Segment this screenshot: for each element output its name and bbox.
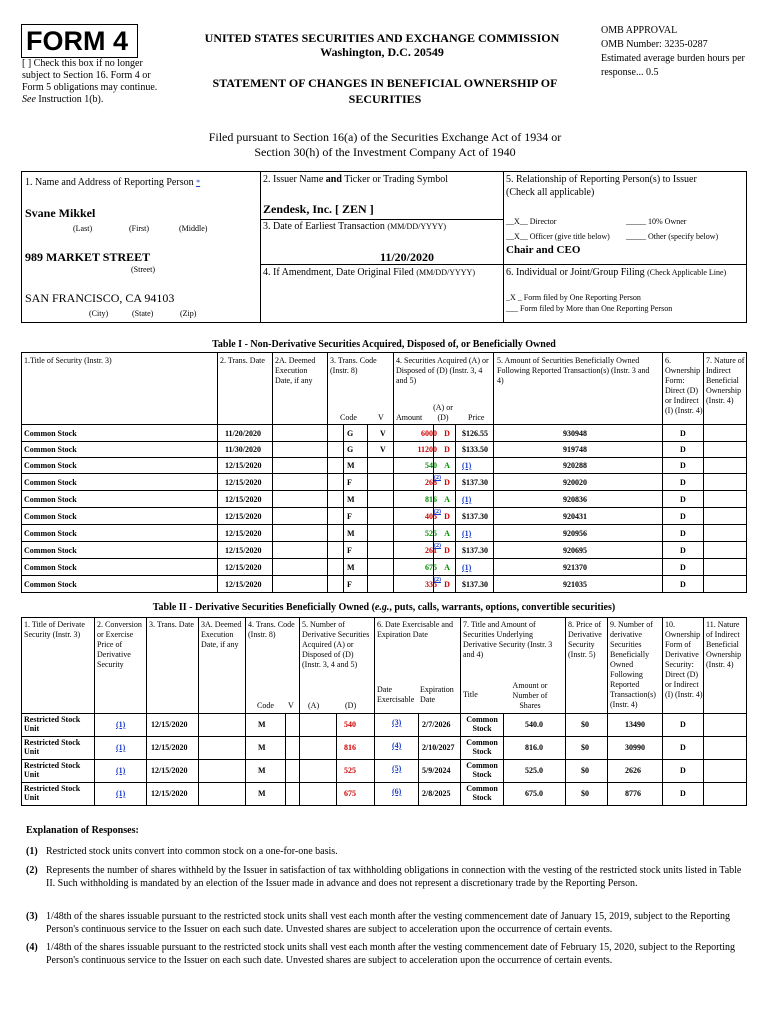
divider [393, 424, 394, 593]
t2-h6: 6. Date Exercisable and Expiration Date [377, 620, 453, 639]
box1-label-text: 1. Name and Address of Reporting Person [25, 177, 194, 188]
amount: 268 [425, 478, 437, 487]
box4-label [263, 267, 475, 279]
price: $0 [581, 743, 589, 752]
t2-sub-expiration: Expiration Date [420, 685, 454, 704]
one-person-checkbox[interactable]: _X _ Form filed by One Reporting Person [506, 293, 641, 302]
trans-date: 11/30/2020 [225, 445, 262, 454]
street-address: 989 MARKET STREET [25, 250, 151, 264]
a-or-d: D [444, 546, 450, 555]
trans-code: M [258, 720, 266, 729]
table-row [21, 441, 747, 458]
security-title: Common Stock [24, 461, 77, 470]
price: $137.30 [462, 546, 488, 555]
multiple-persons-checkbox[interactable]: ___ Form filed by More than One Reporting Person [506, 304, 673, 313]
last-label: (Last) [73, 224, 93, 233]
t2-h11: 11. Nature of Indirect Beneficial Ownership (Instr. 4) [706, 620, 742, 669]
t2-title-post: , puts, calls, warrants, options, convertible securities) [389, 602, 616, 613]
amount-owned: 13490 [625, 720, 645, 729]
expiration-date: 2/7/2026 [422, 720, 451, 729]
a-or-d: A [444, 563, 450, 572]
officer-checkbox[interactable]: __X__ Officer (give title below) [506, 232, 610, 241]
divider [146, 617, 147, 713]
trans-code: F [347, 512, 352, 521]
t2-title-eg: e.g. [374, 602, 390, 613]
t2-sub-v: V [288, 701, 294, 710]
footnote-text: 1/48th of the shares issuable pursuant to the restricted stock units shall vest each month after the vesting commencement date of February 15, 2020, subject to the Reporting Person's continuous service to the Issuer on each such date. Unvested shares are subject to acceleration upon the occurrence of certain events. [46, 942, 735, 966]
checkbox-text: [ ] Check this box if no longer subject to Section 16. Form 4 or Form 5 obligations may continue. [22, 58, 158, 93]
security-title: Common Stock [24, 546, 77, 555]
table-row [21, 474, 747, 491]
zip-label: (Zip) [180, 309, 197, 318]
omb-number: OMB Number: 3235-0287 [601, 39, 708, 50]
security-title: Common Stock [24, 512, 77, 521]
divider [245, 713, 246, 806]
table-row [21, 457, 747, 474]
divider [607, 713, 608, 806]
t2-sub-d: (D) [345, 701, 357, 710]
disposed-amount: 816 [344, 743, 356, 752]
box2-label-and: and [325, 174, 342, 185]
amount-owned: 8776 [625, 789, 641, 798]
footnote-link[interactable]: (2) [434, 543, 441, 549]
price: $0 [581, 789, 589, 798]
divider [272, 352, 273, 424]
omb-approval-box [601, 24, 751, 80]
ownership-form: D [680, 478, 686, 487]
amount-owned: 920695 [563, 546, 587, 555]
security-title: Common Stock [24, 529, 77, 538]
t1-h-ownership: 6. Ownership Form: Direct (D) or Indirect (I) (Instr. 4) [665, 356, 703, 415]
t2-h8: 8. Price of Derivative Security (Instr. 5) [568, 620, 602, 659]
ownership-form: D [680, 529, 686, 538]
divider [217, 424, 218, 593]
trans-date: 12/15/2020 [225, 512, 262, 521]
disposed-amount: 525 [344, 766, 356, 775]
omb-burden: Estimated average burden hours per response... 0.5 [601, 53, 745, 78]
divider [94, 713, 95, 806]
price: $0 [581, 720, 589, 729]
underlying-amount: 675.0 [525, 789, 543, 798]
table-row [21, 542, 747, 559]
divider [245, 617, 246, 713]
footnote-number: (1) [26, 846, 38, 857]
underlying-title: Common Stock [466, 784, 498, 802]
conversion-price[interactable]: (1) [116, 743, 126, 752]
explanation-heading: Explanation of Responses: [26, 825, 139, 836]
box1-label [25, 177, 200, 189]
price[interactable]: (1) [462, 495, 472, 504]
t1-h-acquired: 4. Securities Acquired (A) or Disposed of (D) (Instr. 3, 4 and 5) [396, 356, 489, 385]
expiration-date: 5/9/2024 [422, 766, 451, 775]
divider [662, 713, 663, 806]
underlying-amount: 816.0 [525, 743, 543, 752]
table2-title [21, 602, 747, 614]
amount-owned: 919748 [563, 445, 587, 454]
date-exercisable[interactable]: (5) [392, 764, 402, 773]
t1-sub-amount: Amount [396, 413, 423, 422]
trans-code: F [347, 546, 352, 555]
security-title: Common Stock [24, 563, 77, 572]
trans-code: G [347, 429, 354, 438]
trans-date: 12/15/2020 [151, 743, 188, 752]
date-exercisable[interactable]: (6) [392, 787, 402, 796]
amount: 675 [425, 563, 437, 572]
t2-sub-amount: Amount or Number of Shares [512, 681, 548, 710]
amount-owned: 30990 [625, 743, 645, 752]
divider [703, 424, 704, 593]
amount-owned: 920431 [563, 512, 587, 521]
security-title: Common Stock [24, 580, 77, 589]
security-title: Common Stock [24, 445, 77, 454]
divider [299, 617, 300, 713]
a-or-d: A [444, 495, 450, 504]
director-checkbox[interactable]: __X__ Director [506, 217, 557, 226]
divider [565, 713, 566, 806]
box4-label-small: (MM/DD/YYYY) [416, 268, 475, 277]
divider [367, 424, 368, 593]
t2-h5: 5. Number of Derivative Securities Acquired (A) or Disposed of (D) (Instr. 3, 4 and 5) [302, 620, 370, 669]
box3-label-small: (MM/DD/YYYY) [387, 222, 447, 231]
price: $137.30 [462, 580, 488, 589]
ownership-form: D [680, 789, 686, 798]
security-title: Common Stock [24, 495, 77, 504]
divider [433, 424, 434, 593]
underlying-amount: 525.0 [525, 766, 543, 775]
trans-date: 12/15/2020 [225, 529, 262, 538]
divider [703, 617, 704, 713]
expiration-date: 2/10/2027 [422, 743, 455, 752]
table-row [21, 508, 747, 525]
trans-code: G [347, 445, 354, 454]
derivative-title: Restricted Stock Unit [24, 761, 81, 779]
divider [217, 352, 218, 424]
ownership-form: D [680, 445, 686, 454]
trans-date: 12/15/2020 [151, 720, 188, 729]
divider [493, 424, 494, 593]
ownership-form: D [680, 512, 686, 521]
earliest-transaction-date: 11/20/2020 [380, 250, 435, 264]
trans-date: 12/15/2020 [225, 461, 262, 470]
ownership-form: D [680, 495, 686, 504]
ownership-form: D [680, 563, 686, 572]
divider [393, 352, 394, 424]
divider [285, 713, 286, 806]
box2-label-post: Ticker or Trading Symbol [341, 174, 449, 185]
other-checkbox[interactable]: _____ Other (specify below) [626, 232, 719, 241]
a-or-d: D [444, 478, 450, 487]
derivative-title: Restricted Stock Unit [24, 715, 81, 733]
ten-percent-owner-checkbox[interactable]: _____ 10% Owner [626, 217, 687, 226]
t2-sub-a: (A) [308, 701, 320, 710]
trans-code: M [347, 461, 355, 470]
underlying-title: Common Stock [466, 738, 498, 756]
divider [374, 617, 375, 713]
amount: 405 [425, 512, 437, 521]
amount-owned: 2626 [625, 766, 641, 775]
trans-code: M [258, 766, 266, 775]
footnote-text: 1/48th of the shares issuable pursuant to the restricted stock units shall vest each month after the vesting commencement date of January 15, 2019, subject to the Reporting Person's continuous service to the Issuer on each such date. Unvested shares are subject to acceleration upon the occurrence of certain events. [46, 911, 730, 935]
conversion-price[interactable]: (1) [116, 766, 126, 775]
t1-h-date: 2. Trans. Date [220, 356, 265, 365]
filed-pursuant-line1: Filed pursuant to Section 16(a) of the Securities Exchange Act of 1934 or [208, 130, 562, 144]
a-or-d: A [444, 461, 450, 470]
ownership-form: D [680, 580, 686, 589]
filed-pursuant-line2: Section 30(h) of the Investment Company Act of 1940 [254, 145, 516, 159]
trans-date: 11/20/2020 [225, 429, 262, 438]
divider [336, 713, 337, 806]
divider [662, 617, 663, 713]
divider [607, 617, 608, 713]
divider [503, 171, 504, 323]
box3-label [263, 221, 446, 233]
conversion-price[interactable]: (1) [116, 720, 126, 729]
box5-label: 5. Relationship of Reporting Person(s) to Issuer [506, 174, 697, 185]
box2-label-pre: 2. Issuer Name [263, 174, 326, 185]
divider [198, 713, 199, 806]
table-row [21, 525, 747, 542]
amount: 816 [425, 495, 437, 504]
t1-h-deemed: 2A. Deemed Execution Date, if any [275, 356, 316, 385]
trans-v: V [380, 429, 386, 438]
underlying-title: Common Stock [466, 715, 498, 733]
divider [493, 352, 494, 424]
a-or-d: D [444, 580, 450, 589]
a-or-d: D [444, 445, 450, 454]
trans-code: M [347, 529, 355, 538]
table-row [21, 559, 747, 576]
t2-h3: 3. Trans. Date [149, 620, 194, 629]
t2-sub-date-exercisable: Date Exercisable [377, 685, 415, 704]
trans-date: 12/15/2020 [225, 546, 262, 555]
section16-checkbox[interactable] [22, 58, 172, 106]
street-label: (Street) [131, 265, 155, 274]
amount-owned: 930948 [563, 429, 587, 438]
derivative-title: Restricted Stock Unit [24, 784, 81, 802]
sec-name: UNITED STATES SECURITIES AND EXCHANGE COMMISSION [204, 31, 560, 45]
ownership-form: D [680, 546, 686, 555]
divider [565, 617, 566, 713]
footnote-number: (3) [26, 911, 38, 922]
box6-label [506, 267, 726, 279]
t2-sub-title: Title [463, 690, 478, 699]
underlying-title: Common Stock [466, 761, 498, 779]
omb-title: OMB APPROVAL [601, 25, 678, 36]
trans-date: 12/15/2020 [225, 478, 262, 487]
box6-label-text: 6. Individual or Joint/Group Filing [506, 267, 645, 278]
t2-h2: 2. Conversion or Exercise Price of Derivative Security [97, 620, 142, 669]
divider [418, 713, 419, 806]
trans-v: V [380, 445, 386, 454]
price: $133.50 [462, 445, 488, 454]
trans-code: F [347, 580, 352, 589]
ownership-form: D [680, 743, 686, 752]
form-title: FORM 4 [26, 26, 129, 56]
divider [260, 171, 261, 323]
table-row [21, 713, 747, 737]
divider [21, 424, 22, 593]
trans-date: 12/15/2020 [225, 563, 262, 572]
table1-title: Table I - Non-Derivative Securities Acquired, Disposed of, or Beneficially Owned [212, 339, 556, 350]
trans-code: F [347, 478, 352, 487]
divider [703, 352, 704, 424]
t1-h-nature: 7. Nature of Indirect Beneficial Ownership (Instr. 4) [706, 356, 745, 405]
price: $0 [581, 766, 589, 775]
footnote-text: Represents the number of shares withheld by the Issuer in satisfaction of tax withholding obligations in connection with the vesting of the restricted stock units listed in Table II. Such withholding is mandated by an election of the Issuer made in advance and does not represent a discretionary trade by the Reporting Person. [46, 865, 742, 889]
trans-date: 12/15/2020 [151, 766, 188, 775]
divider [503, 713, 504, 806]
box3-label-text: 3. Date of Earliest Transaction [263, 221, 385, 232]
amount: 11200 [417, 445, 437, 454]
conversion-price[interactable]: (1) [116, 789, 126, 798]
footnote-number: (4) [26, 942, 38, 953]
divider [272, 424, 273, 593]
officer-title: Chair and CEO [506, 244, 581, 256]
ownership-form: D [680, 429, 686, 438]
city-state-zip: SAN FRANCISCO, CA 94103 [25, 291, 175, 305]
box2-label [263, 174, 448, 186]
table-row [21, 759, 747, 783]
price[interactable]: (1) [462, 529, 472, 538]
divider [327, 352, 328, 424]
table-row [21, 491, 747, 508]
security-title: Common Stock [24, 478, 77, 487]
table-row [21, 425, 747, 442]
price[interactable]: (1) [462, 461, 472, 470]
statement-title: STATEMENT OF CHANGES IN BENEFICIAL OWNERSHIP OF SECURITIES [212, 76, 558, 106]
amount: 540 [425, 461, 437, 470]
checkbox-see: See [22, 94, 36, 105]
amount-owned: 920836 [563, 495, 587, 504]
t2-h7: 7. Title and Amount of Securities Underlying Derivative Security (Instr. 3 and 4) [463, 620, 553, 659]
t1-h-amount-owned: 5. Amount of Securities Beneficially Owned Following Reported Transaction(s) (Instr. 3 and 4) [497, 356, 650, 385]
table-row [21, 576, 747, 593]
derivative-title: Restricted Stock Unit [24, 738, 81, 756]
footnote-number: (2) [26, 865, 38, 876]
divider [746, 713, 747, 806]
price: $137.30 [462, 478, 488, 487]
amount-owned: 920288 [563, 461, 587, 470]
amount-owned: 921035 [563, 580, 587, 589]
t2-title-pre: Table II - Derivative Securities Beneficially Owned ( [152, 602, 375, 613]
t1-sub-aord: (A) or (D) [433, 403, 453, 422]
sec-city: Washington, D.C. 20549 [320, 45, 444, 59]
date-exercisable[interactable]: (4) [392, 741, 402, 750]
t1-h-title: 1.Title of Security (Instr. 3) [24, 356, 112, 365]
security-title: Common Stock [24, 429, 77, 438]
amount-owned: 920020 [563, 478, 587, 487]
date-exercisable[interactable]: (3) [392, 718, 402, 727]
trans-date: 12/15/2020 [225, 580, 262, 589]
amount-owned: 920956 [563, 529, 587, 538]
reporting-person-name: Svane Mikkel [25, 206, 96, 220]
box1-asterisk-link[interactable]: * [196, 178, 201, 187]
table-row [21, 736, 747, 760]
a-or-d: D [444, 512, 450, 521]
disposed-amount: 540 [344, 720, 356, 729]
t1-sub-v: V [378, 413, 384, 422]
divider [94, 617, 95, 713]
footnote-text: Restricted stock units convert into common stock on a one-for-one basis. [46, 846, 338, 857]
t1-sub-code: Code [340, 413, 357, 422]
t2-h10: 10. Ownership Form of Derivative Security: Direct (D) or Indirect (I) (Instr. 4) [665, 620, 703, 699]
divider [260, 264, 747, 265]
ownership-form: D [680, 461, 686, 470]
amount: 6000 [421, 429, 437, 438]
checkbox-instr: Instruction 1(b). [35, 94, 104, 105]
amount-owned: 921370 [563, 563, 587, 572]
divider [746, 424, 747, 593]
box4-label-text: 4. If Amendment, Date Original Filed [263, 267, 414, 278]
ownership-form: D [680, 766, 686, 775]
divider [198, 617, 199, 713]
box6-label-small: (Check Applicable Line) [647, 268, 727, 277]
amount: 335 [425, 580, 437, 589]
price: $137.30 [462, 512, 488, 521]
trans-date: 12/15/2020 [225, 495, 262, 504]
t1-sub-price: Price [468, 413, 485, 422]
divider [343, 424, 344, 593]
state-label: (State) [132, 309, 154, 318]
table-row [21, 782, 747, 806]
divider [703, 713, 704, 806]
city-label: (City) [89, 309, 109, 318]
divider [460, 713, 461, 806]
expiration-date: 2/8/2025 [422, 789, 451, 798]
amount: 525 [425, 529, 437, 538]
box5-label2: (Check all applicable) [506, 187, 595, 198]
a-or-d: A [444, 529, 450, 538]
t2-h4: 4. Trans. Code (Instr. 8) [248, 620, 295, 639]
divider [299, 713, 300, 806]
ownership-form: D [680, 720, 686, 729]
issuer-name: Zendesk, Inc. [ ZEN ] [263, 202, 374, 216]
trans-code: M [258, 743, 266, 752]
a-or-d: D [444, 429, 450, 438]
t2-sub-code: Code [257, 701, 274, 710]
price: $126.55 [462, 429, 488, 438]
trans-date: 12/15/2020 [151, 789, 188, 798]
t2-h9: 9. Number of derivative Securities Beneficially Owned Following Reported Transaction(s) (Instr. 4) [610, 620, 656, 709]
trans-code: M [347, 563, 355, 572]
divider [662, 424, 663, 593]
divider [374, 713, 375, 806]
footnote-link[interactable]: (2) [434, 475, 441, 481]
divider [21, 713, 22, 806]
divider [327, 424, 328, 593]
underlying-amount: 540.0 [525, 720, 543, 729]
divider [146, 713, 147, 806]
footnote-link[interactable]: (2) [434, 577, 441, 583]
middle-label: (Middle) [179, 224, 208, 233]
divider [260, 219, 503, 220]
t2-h3a: 3A. Deemed Execution Date, if any [201, 620, 242, 649]
footnote-link[interactable]: (2) [434, 509, 441, 515]
first-label: (First) [129, 224, 149, 233]
divider [455, 424, 456, 593]
disposed-amount: 675 [344, 789, 356, 798]
t2-h1: 1. Title of Derivate Security (Instr. 3) [24, 620, 85, 639]
price[interactable]: (1) [462, 563, 472, 572]
amount: 261 [425, 546, 437, 555]
trans-code: M [347, 495, 355, 504]
divider [662, 352, 663, 424]
trans-code: M [258, 789, 266, 798]
t1-h-code: 3. Trans. Code (Instr. 8) [330, 356, 377, 375]
